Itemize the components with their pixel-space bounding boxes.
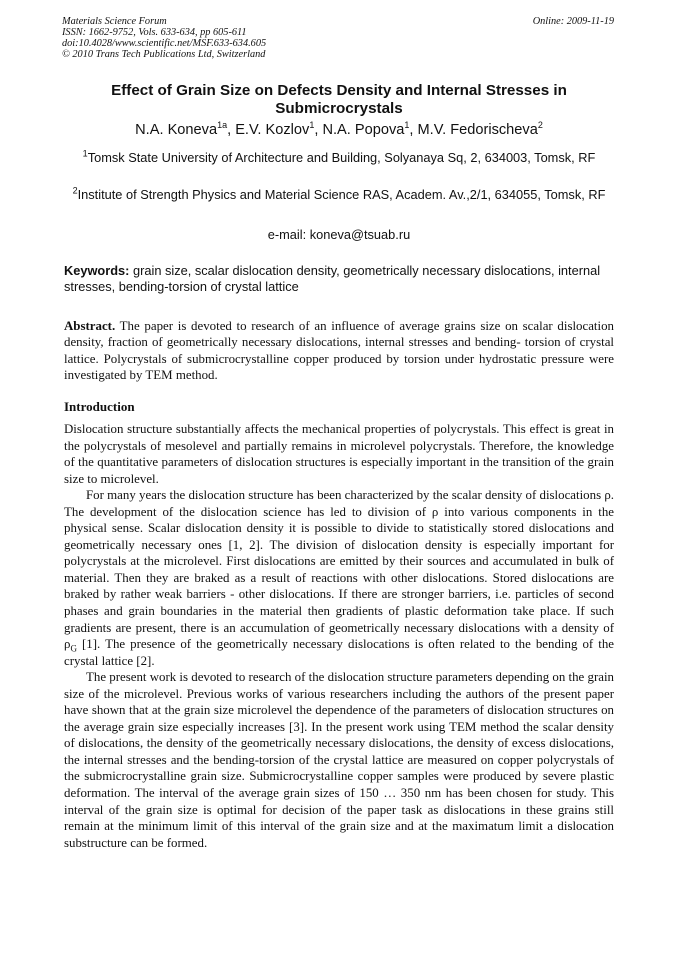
keywords-block bbox=[64, 263, 614, 295]
density-subscript: G bbox=[70, 643, 77, 654]
doi-line: doi:10.4028/www.scientific.net/MSF.633-634.605 bbox=[62, 38, 267, 49]
affiliation-text: Institute of Strength Physics and Material Science RAS, Academ. Av.,2/1, 634055, Tomsk, RF bbox=[77, 187, 606, 202]
affiliation-mark: 1 bbox=[82, 148, 88, 159]
paragraph: The present work is devoted to research of the dislocation structure parameters depending on the grain size of the microlevel. Previous works of various researchers including the authors of the present paper have shown that at the grain size microlevel the dependence of the parameters of dislocation structures on the average grain size especially increases [3]. In the present work using TEM method the scalar density of dislocations, the density of the geometrically necessary dislocations, the density of excess dislocations, the internal stresses and the bending-torsion of the crystal lattice are measured on copper polycrystals of the submicrocrystalline grain size. Submicrocrystalline copper samples were produced by severe plastic deformation. The interval of the average grain sizes of 150 … 350 nm has been chosen for study. This interval of the grain size is optimal for decision of the paper task as dislocations in these grains still remain at the minimum limit of this interval of the grain size and at the maximatum limit a dislocation substructure can be formed. bbox=[64, 670, 614, 850]
journal-header bbox=[62, 16, 614, 60]
copyright-line: © 2010 Trans Tech Publications Ltd, Switzerland bbox=[62, 49, 266, 60]
online-date: Online: 2009-11-19 bbox=[532, 16, 614, 27]
affiliation-mark: 2 bbox=[72, 185, 78, 196]
author-name: N.A. Popova bbox=[322, 122, 405, 138]
paper-title: Effect of Grain Size on Defects Density and Internal Stresses in Submicrocrystals bbox=[111, 82, 567, 117]
author-affil-mark: 1 bbox=[309, 120, 315, 131]
journal-name: Materials Science Forum bbox=[62, 16, 167, 27]
contact-email: e-mail: koneva@tsuab.ru bbox=[267, 227, 411, 242]
affiliation-text: Tomsk State University of Architecture and Building, Solyanaya Sq, 2, 634003, Tomsk, RF bbox=[87, 150, 596, 165]
paragraph bbox=[64, 487, 614, 669]
author-separator: , bbox=[227, 122, 236, 138]
introduction-body bbox=[64, 421, 614, 851]
abstract-label: Abstract. bbox=[64, 319, 116, 333]
author-name: E.V. Kozlov bbox=[235, 122, 310, 138]
abstract-text: The paper is devoted to research of an influence of average grains size on scalar dislocation density, fraction of geometrically necessary dislocations, internal stresses and bending- torsion of crystal lattice. Polycrystals of submicrocrystalline copper produced by torsion under hydrostatic pressure were investigated by TEM method. bbox=[64, 319, 614, 383]
author-separator: , bbox=[314, 122, 323, 138]
author-separator: , bbox=[409, 122, 418, 138]
author-list bbox=[60, 121, 618, 139]
author-affil-mark: 1 bbox=[404, 120, 410, 131]
author-name: N.A. Koneva bbox=[135, 122, 218, 138]
author-affil-mark: 2 bbox=[537, 120, 543, 131]
keywords-text: grain size, scalar dislocation density, geometrically necessary dislocations, internal stresses, bending-torsion of crystal lattice bbox=[64, 263, 601, 294]
issn-line: ISSN: 1662-9752, Vols. 633-634, pp 605-611 bbox=[62, 27, 247, 38]
abstract-block bbox=[64, 318, 614, 384]
paragraph: Dislocation structure substantially affects the mechanical properties of polycrystals. This effect is great in the polycrystals of mesolevel and partially remains in microlevel polycrystals. Therefore, the knowledge of the quantitative parameters of dislocation structures is especially important in the transition of the grain size to microlevel. bbox=[64, 422, 614, 486]
paragraph-text: [1]. The presence of the geometrically necessary dislocations is often related to the bending of the crystal lattice [2]. bbox=[64, 637, 614, 668]
section-heading-introduction: Introduction bbox=[64, 399, 135, 414]
keywords-label: Keywords: bbox=[64, 263, 130, 278]
affiliation-1 bbox=[70, 150, 608, 166]
affiliation-2 bbox=[70, 187, 608, 203]
author-affil-mark: 1a bbox=[217, 120, 228, 131]
paragraph-text: For many years the dislocation structure has been characterized by the scalar density of dislocations ρ. The development of the dislocation science has led to division of ρ into various components in the physical sense. Scalar dislocation density it is possible to divide to statistically stored dislocations and geometrically necessary ones [1, 2]. The division of dislocation density is especially important for polycrystals at the microlevel. First dislocations are emitted by their sources and accumulated in bulk of material. Then they are braked as a result of reactions with other dislocations. Stored dislocations are braked by rather weak barriers - other dislocations. If there are stronger barriers, i.e. particles of second phases and grain boundaries in the material then gradients of plastic deformation take place. If such gradients are present, there is an accumulation of geometrically necessary dislocations with a density of ρ bbox=[64, 488, 614, 652]
author-name: M.V. Fedorischeva bbox=[417, 122, 538, 138]
